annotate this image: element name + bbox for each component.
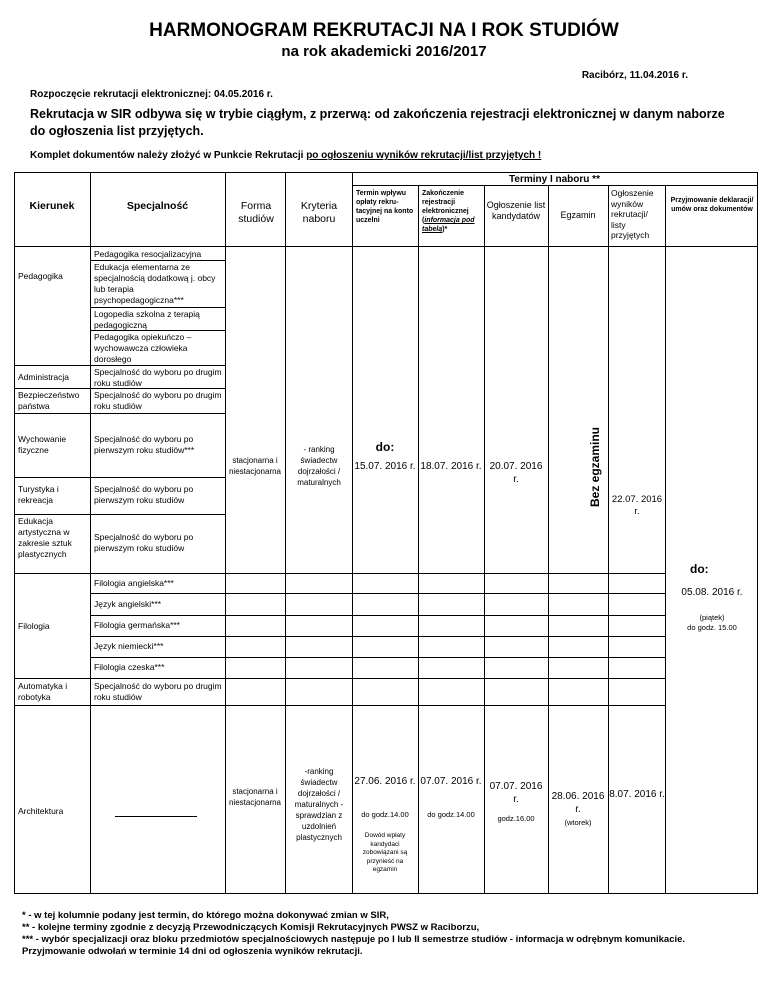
footnote-1: * - w tej kolumnie podany jest termin, do którego można dokonywać zmian w SIR, xyxy=(22,910,389,921)
kryteria-nabor1: - ranking świadectw dojrzałości / maturalnych xyxy=(297,445,341,487)
table-border xyxy=(14,172,758,173)
architektura-spec-blank-line xyxy=(115,816,197,817)
grid-line xyxy=(548,185,549,894)
header-kierunek: Kierunek xyxy=(29,200,75,212)
grid-line xyxy=(14,705,665,706)
kierunek-filologia: Filologia xyxy=(18,621,50,631)
header-specjalnosc: Specjalność xyxy=(126,200,189,212)
sir-note: Rekrutacja w SIR odbywa się w trybie ciągłym, z przerwą: od zakończenia rejestracji elektronicznej w danym naborze do ogłoszenia list przyjętych. xyxy=(30,107,725,138)
zakonczenie-architektura: 07.07. 2016 r. xyxy=(420,776,482,787)
grid-line xyxy=(14,246,758,247)
grid-line xyxy=(225,172,226,894)
documents-note-underlined: po ogłoszeniu wyników rekrutacji/list przyjętych ! xyxy=(306,150,542,161)
spec-edukacja: Specjalność do wyboru po pierwszym roku studiów xyxy=(94,532,194,553)
forma-architektura: stacjonarna i niestacjonarna xyxy=(228,787,282,807)
zakonczenie-godz-architektura: do godz.14.00 xyxy=(427,810,475,819)
header-zakonczenie-text: Zakończenie rejestracji elektronicznej ( xyxy=(422,190,469,224)
grid-line xyxy=(285,172,286,894)
table-border xyxy=(14,172,15,894)
grid-line xyxy=(14,678,665,679)
table-border xyxy=(757,172,758,894)
footnote-4: Przyjmowanie odwołań w terminie 14 dni od ogłoszenia wyników rekrutacji. xyxy=(22,946,363,957)
termin-godz-architektura: do godz.14.00 xyxy=(361,810,409,819)
do-label-nabor1: do: xyxy=(375,440,395,454)
egzamin-nabor1: Bez egzaminu xyxy=(588,427,602,508)
spec-turystyka: Specjalność do wyboru po pierwszym roku studiów xyxy=(94,484,194,505)
header-kryteria: Kryteria naboru xyxy=(300,200,338,225)
termin-wplywu-architektura: 27.06. 2016 r. xyxy=(354,776,416,787)
spec-filologia-angielska: Filologia angielska*** xyxy=(94,578,174,588)
grid-line xyxy=(14,477,225,478)
kryteria-architektura: -ranking świadectw dojrzałości / maturalnych -sprawdzian z uzdolnień plastycznych xyxy=(294,767,344,842)
header-zakonczenie-info-link: informacja pod tabelą xyxy=(422,217,475,233)
spec-filologia-germanska: Filologia germańska*** xyxy=(94,620,180,630)
table-border xyxy=(14,893,758,894)
grid-line xyxy=(418,185,419,894)
wyniki-nabor1: 22.07. 2016 r. xyxy=(611,494,663,517)
grid-line xyxy=(90,657,665,658)
forma-nabor1: stacjonarna i niestacjonarna xyxy=(228,456,282,476)
wyniki-architektura: 8.07. 2016 r. xyxy=(609,789,665,800)
kierunek-edukacja: Edukacja artystyczna w zakresie sztuk plastycznych xyxy=(18,516,72,559)
wplata-note-architektura: Dowód wpłaty kandydaci zobowiązani są przynieść na egzamin xyxy=(362,832,408,873)
grid-line xyxy=(90,615,665,616)
page-subtitle: na rok akademicki 2016/2017 xyxy=(281,43,487,60)
spec-automatyka: Specjalność do wyboru po drugim roku studiów xyxy=(94,681,222,702)
kierunek-pedagogika: Pedagogika xyxy=(18,271,63,281)
spec-edukacja-elementarna: Edukacja elementarna ze specjalnością dodatkową j. obcy lub terapia psychopedagogiczna*** xyxy=(94,262,216,305)
grid-line xyxy=(90,260,225,261)
spec-bezpieczenstwo: Specjalność do wyboru po drugim roku studiów xyxy=(94,390,222,411)
grid-line xyxy=(665,185,666,894)
grid-line xyxy=(90,307,225,308)
spec-pedagogika-opiekuncza: Pedagogika opiekuńczo – wychowawcza człowieka dorosłego xyxy=(94,332,192,364)
grid-line xyxy=(14,514,225,515)
kierunek-bezpieczenstwo: Bezpieczeństwo państwa xyxy=(18,390,80,411)
grid-line xyxy=(90,172,91,894)
ogloszenie-nabor1: 20.07. 2016 r. xyxy=(489,461,543,485)
kierunek-wychowanie: Wychowanie fizyczne xyxy=(18,434,67,455)
spec-jezyk-niemiecki: Język niemiecki*** xyxy=(94,641,164,651)
header-przyjmowanie: Przyjmowanie deklaracji/ umów oraz dokumentów xyxy=(670,197,754,213)
grid-line xyxy=(90,593,665,594)
header-termin-wplywu: Termin wpływu opłaty rekru-tacyjnej na konto uczelni xyxy=(356,190,414,224)
grid-line xyxy=(90,636,665,637)
footnote-3: *** - wybór specjalizacji oraz bloku przedmiotów specjalnościowych następuje po I lub II semestrze studiów - informacja w odrębnym komunikacie. xyxy=(22,934,686,945)
przyjmowanie-do-label: do: xyxy=(690,562,709,576)
header-zakonczenie xyxy=(422,189,482,234)
egzamin-dzien-architektura: (wtorek) xyxy=(564,818,592,827)
page-title: HARMONOGRAM REKRUTACJI NA I ROK STUDIÓW xyxy=(149,20,619,41)
header-wyniki: Ogłoszenie wyników rekrutacji/ listy przyjętych xyxy=(611,188,654,240)
ogloszenie-godz-architektura: godz.16.00 xyxy=(497,814,535,823)
header-zakonczenie-suffix: )* xyxy=(442,226,448,233)
grid-line xyxy=(484,185,485,894)
kierunek-turystyka: Turystyka i rekreacja xyxy=(18,484,59,505)
documents-note-text: Komplet dokumentów należy złożyć w Punkcie Rekrutacji xyxy=(30,150,307,161)
spec-pedagogika-resocjalizacyjna: Pedagogika resocjalizacyjna xyxy=(94,249,202,259)
kierunek-automatyka: Automatyka i robotyka xyxy=(18,681,68,702)
spec-wychowanie: Specjalność do wyboru po pierwszym roku studiów*** xyxy=(94,434,195,455)
przyjmowanie-date: 05.08. 2016 r. xyxy=(681,587,743,598)
spec-jezyk-angielski: Język angielski*** xyxy=(94,599,162,609)
grid-line xyxy=(352,172,353,894)
zakonczenie-nabor1: 18.07. 2016 r. xyxy=(420,461,482,472)
egzamin-architektura: 28.06. 2016 r. xyxy=(551,791,605,815)
przyjmowanie-time: do godz. 15.00 xyxy=(687,623,737,632)
header-forma: Forma studiów xyxy=(238,200,274,225)
przyjmowanie-day: (piątek) xyxy=(699,613,725,622)
spec-filologia-czeska: Filologia czeska*** xyxy=(94,662,165,672)
ogloszenie-architektura: 07.07. 2016 r. xyxy=(489,781,543,805)
footnote-2: ** - kolejne terminy zgodnie z decyzją Przewodniczących Komisji Rekrutacyjnych PWSZ w Raciborzu, xyxy=(22,922,480,933)
start-date-note: Rozpoczęcie rekrutacji elektronicznej: 04.05.2016 r. xyxy=(30,89,273,100)
kierunek-architektura: Architektura xyxy=(18,806,64,816)
grid-line xyxy=(14,413,225,414)
spec-administracja: Specjalność do wyboru po drugim roku studiów xyxy=(94,367,222,388)
grid-line xyxy=(14,365,225,366)
grid-line xyxy=(14,573,665,574)
kierunek-administracja: Administracja xyxy=(18,372,70,382)
header-ogloszenie: Ogłoszenie list kandydatów xyxy=(486,200,546,221)
header-egzamin: Egzamin xyxy=(560,210,596,220)
spec-logopedia: Logopedia szkolna z terapią pedagogiczną xyxy=(94,309,200,330)
termin-wplywu-nabor1: 15.07. 2016 r. xyxy=(354,461,416,472)
grid-line xyxy=(352,185,758,186)
place-date: Racibórz, 11.04.2016 r. xyxy=(581,70,688,81)
terms-header: Terminy I naboru ** xyxy=(509,174,600,185)
